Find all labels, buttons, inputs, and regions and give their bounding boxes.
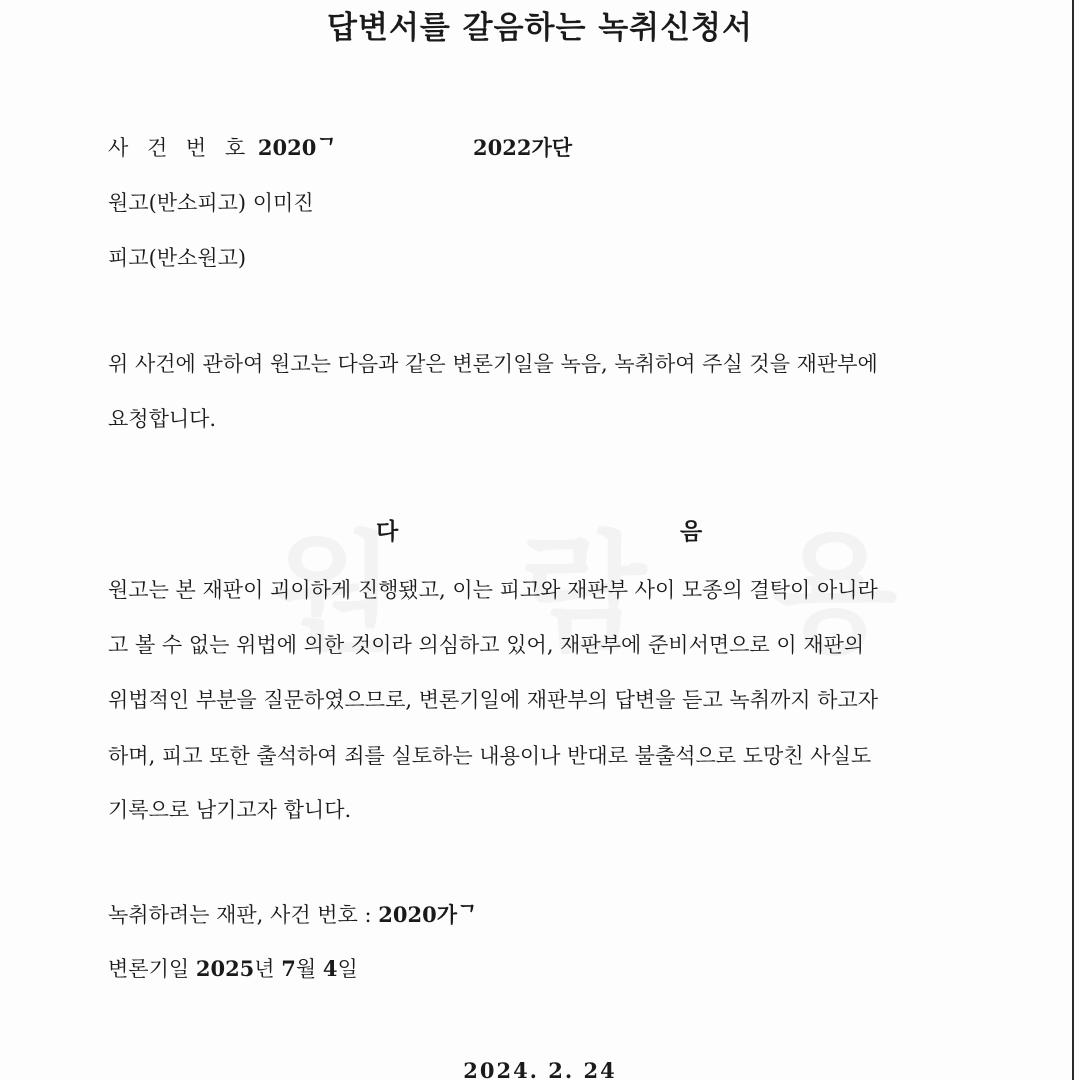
document-title: 답변서를 갈음하는 녹취신청서 [327,10,753,46]
body-line-4: 하며, 피고 또한 출석하여 죄를 실토하는 내용이나 반대로 불출석으로 도망친 사실도 [108,744,872,768]
body-line-3: 위법적인 부분을 질문하였으므로, 변론기일에 재판부의 답변을 듣고 녹취까지 하고자 [108,688,879,712]
case-number-1: 2020ᄀ [257,135,337,160]
page-edge-line [1072,0,1074,1080]
case-number-label: 사 건 번 호 [108,136,252,160]
hearing-date-line [108,953,358,983]
hearing-year-unit: 년 [254,957,275,981]
body-line-5: 기록으로 남기고자 합니다. [108,798,352,822]
heading-left-char: 다 [376,519,399,545]
defendant-line: 피고(반소원고) [108,246,247,270]
hearing-month-unit: 월 [295,957,317,981]
body-line-2: 고 볼 수 없는 위법에 의한 것이라 의심하고 있어, 재판부에 준비서면으로 이 재판의 [108,633,865,657]
hearing-month: 7 [281,956,296,981]
case-number-row [108,132,573,162]
record-case-number: 2020가ᄀ [378,902,478,927]
hearing-day: 4 [322,956,338,981]
case-number-2: 2022가단 [473,135,573,160]
record-case-label: 녹취하려는 재판, 사건 번호 : [108,903,372,927]
request-line-1: 위 사건에 관하여 원고는 다음과 같은 변론기일을 녹음, 녹취하여 주실 것을 재판부에 [108,352,878,376]
body-line-1: 원고는 본 재판이 괴이하게 진행됐고, 이는 피고와 재판부 사이 모종의 결탁이 아니라 [108,578,878,602]
heading-right-char: 음 [680,519,703,545]
hearing-day-unit: 일 [337,957,358,981]
plaintiff-line: 원고(반소피고) 이미진 [108,191,314,215]
hearing-label: 변론기일 [108,957,190,981]
record-case-line [108,899,477,929]
request-line-2: 요청합니다. [108,407,217,431]
hearing-year: 2025 [195,956,255,981]
document-date: 2024. 2. 24 [463,1058,617,1080]
